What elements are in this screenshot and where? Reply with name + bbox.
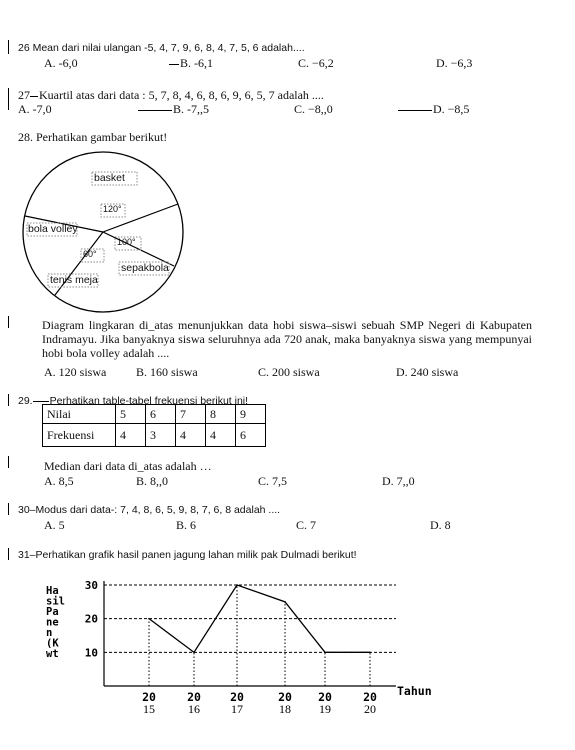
x-tick-label: 20 [230,690,244,704]
q26-option-d: D. −6,3 [436,56,473,70]
q26-option-b: B. -6,1 [169,56,213,71]
q31-question: 31–Perhatikan grafik hasil panen jagung lahan milik pak Dulmadi berikut! [18,549,357,561]
data-point [148,618,150,620]
y-tick-label: 10 [84,646,98,660]
x-tick-label: 19 [319,702,331,716]
table-cell: Frekuensi [43,424,116,447]
x-tick-label: 20 [142,690,156,704]
y-axis-label: ne [46,616,59,629]
pie-label-tenismeja: tenis meja [50,274,98,286]
y-axis-label: wt [46,648,59,660]
q26-option-c: C. −6,2 [298,56,334,70]
x-tick-label: 20 [364,702,376,716]
q29-prompt: Median dari data di_atas adalah … [44,459,212,473]
x-tick-label: 15 [143,702,155,716]
y-axis-label: Pa [46,606,59,618]
q29-option-c: C. 7,5 [258,474,288,488]
x-tick-label: 17 [231,702,243,716]
y-tick-label: 20 [84,612,98,626]
table-cell: 8 [206,405,236,424]
data-point [236,584,238,586]
q30-option-d: D. 8 [430,518,451,532]
table-cell: 6 [146,405,176,424]
table-cell: 4 [206,424,236,447]
q29-question: 29. Perhatikan table-tabel frekuensi berikut ini! [18,395,249,407]
x-tick-label: 16 [188,702,200,716]
data-point [193,652,195,654]
pie-angle-tenismeja: 60° [83,249,97,259]
q28-paragraph: Diagram lingkaran di_atas menunjukkan data hobi siswa–siswi sebuah SMP Negeri di Kabupaten Indramayu. Jika banyaknya siswa seluruhnya ada 720 anak, maka banyaknya siswa yang mempunyai hobi bola volley adalah .... [42,318,532,360]
q29-option-b: B. 8,,0 [136,474,169,488]
x-tick-label: 18 [279,702,291,716]
q27-option-d: D. −8,5 [398,102,469,117]
table-cell: 3 [146,424,176,447]
y-axis-label: Ha [46,585,59,597]
table-cell: Nilai [43,405,116,424]
pie-angle-sepakbola: 100° [117,237,136,247]
data-point [324,652,326,654]
q27-option-b: B. -7,,5 [138,102,209,117]
data-point [369,652,371,654]
q28-option-b: B. 160 siswa [136,365,198,379]
pie-label-bolavolley: bola volley [28,223,78,235]
table-cell: 5 [116,405,146,424]
q27-option-a: A. -7,0 [18,102,52,116]
q30-option-b: B. 6 [176,518,197,532]
pie-angle-basket: 120° [103,204,122,214]
q28-option-c: C. 200 siswa [258,365,320,379]
table-cell: 9 [236,405,266,424]
q26-question: 26 Mean dari nilai ulangan -5, 4, 7, 9, 6, 8, 4, 7, 5, 6 adalah.... [18,42,305,54]
q29-option-a: A. 8,5 [44,474,74,488]
q30-question: 30–Modus dari data-: 7, 4, 8, 6, 5, 9, 8, 7, 6, 8 adalah .... [18,504,281,516]
y-axis-label: (K [46,637,59,650]
q30-option-c: C. 7 [296,518,317,532]
pie-label-basket: basket [94,172,125,184]
table-cell: 4 [176,424,206,447]
pie-label-sepakbola: sepakbola [121,262,169,274]
table-cell: 6 [236,424,266,447]
q28-option-a: A. 120 siswa [44,365,107,379]
q28-option-d: D. 240 siswa [396,365,459,379]
q27-question: 27 Kuartil atas dari data : 5, 7, 8, 4, 6, 8, 6, 9, 6, 5, 7 adalah .... [18,88,324,102]
q26-option-a: A. -6,0 [44,56,78,70]
y-axis-label: n [46,627,53,639]
x-tick-label: 20 [318,690,332,704]
table-cell: 7 [176,405,206,424]
x-tick-label: 20 [187,690,201,704]
y-tick-label: 30 [84,579,98,592]
q30-option-a: A. 5 [44,518,65,532]
x-axis-label: Tahun [397,684,432,698]
q28-question: 28. Perhatikan gambar berikut! [18,130,168,144]
x-tick-label: 20 [363,690,377,704]
q27-option-c: C. −8,,0 [294,102,333,116]
q29-option-d: D. 7,,0 [382,474,415,488]
x-tick-label: 20 [278,690,292,704]
data-point [284,601,286,603]
table-cell: 4 [116,424,146,447]
y-axis-label: sil [46,595,65,608]
